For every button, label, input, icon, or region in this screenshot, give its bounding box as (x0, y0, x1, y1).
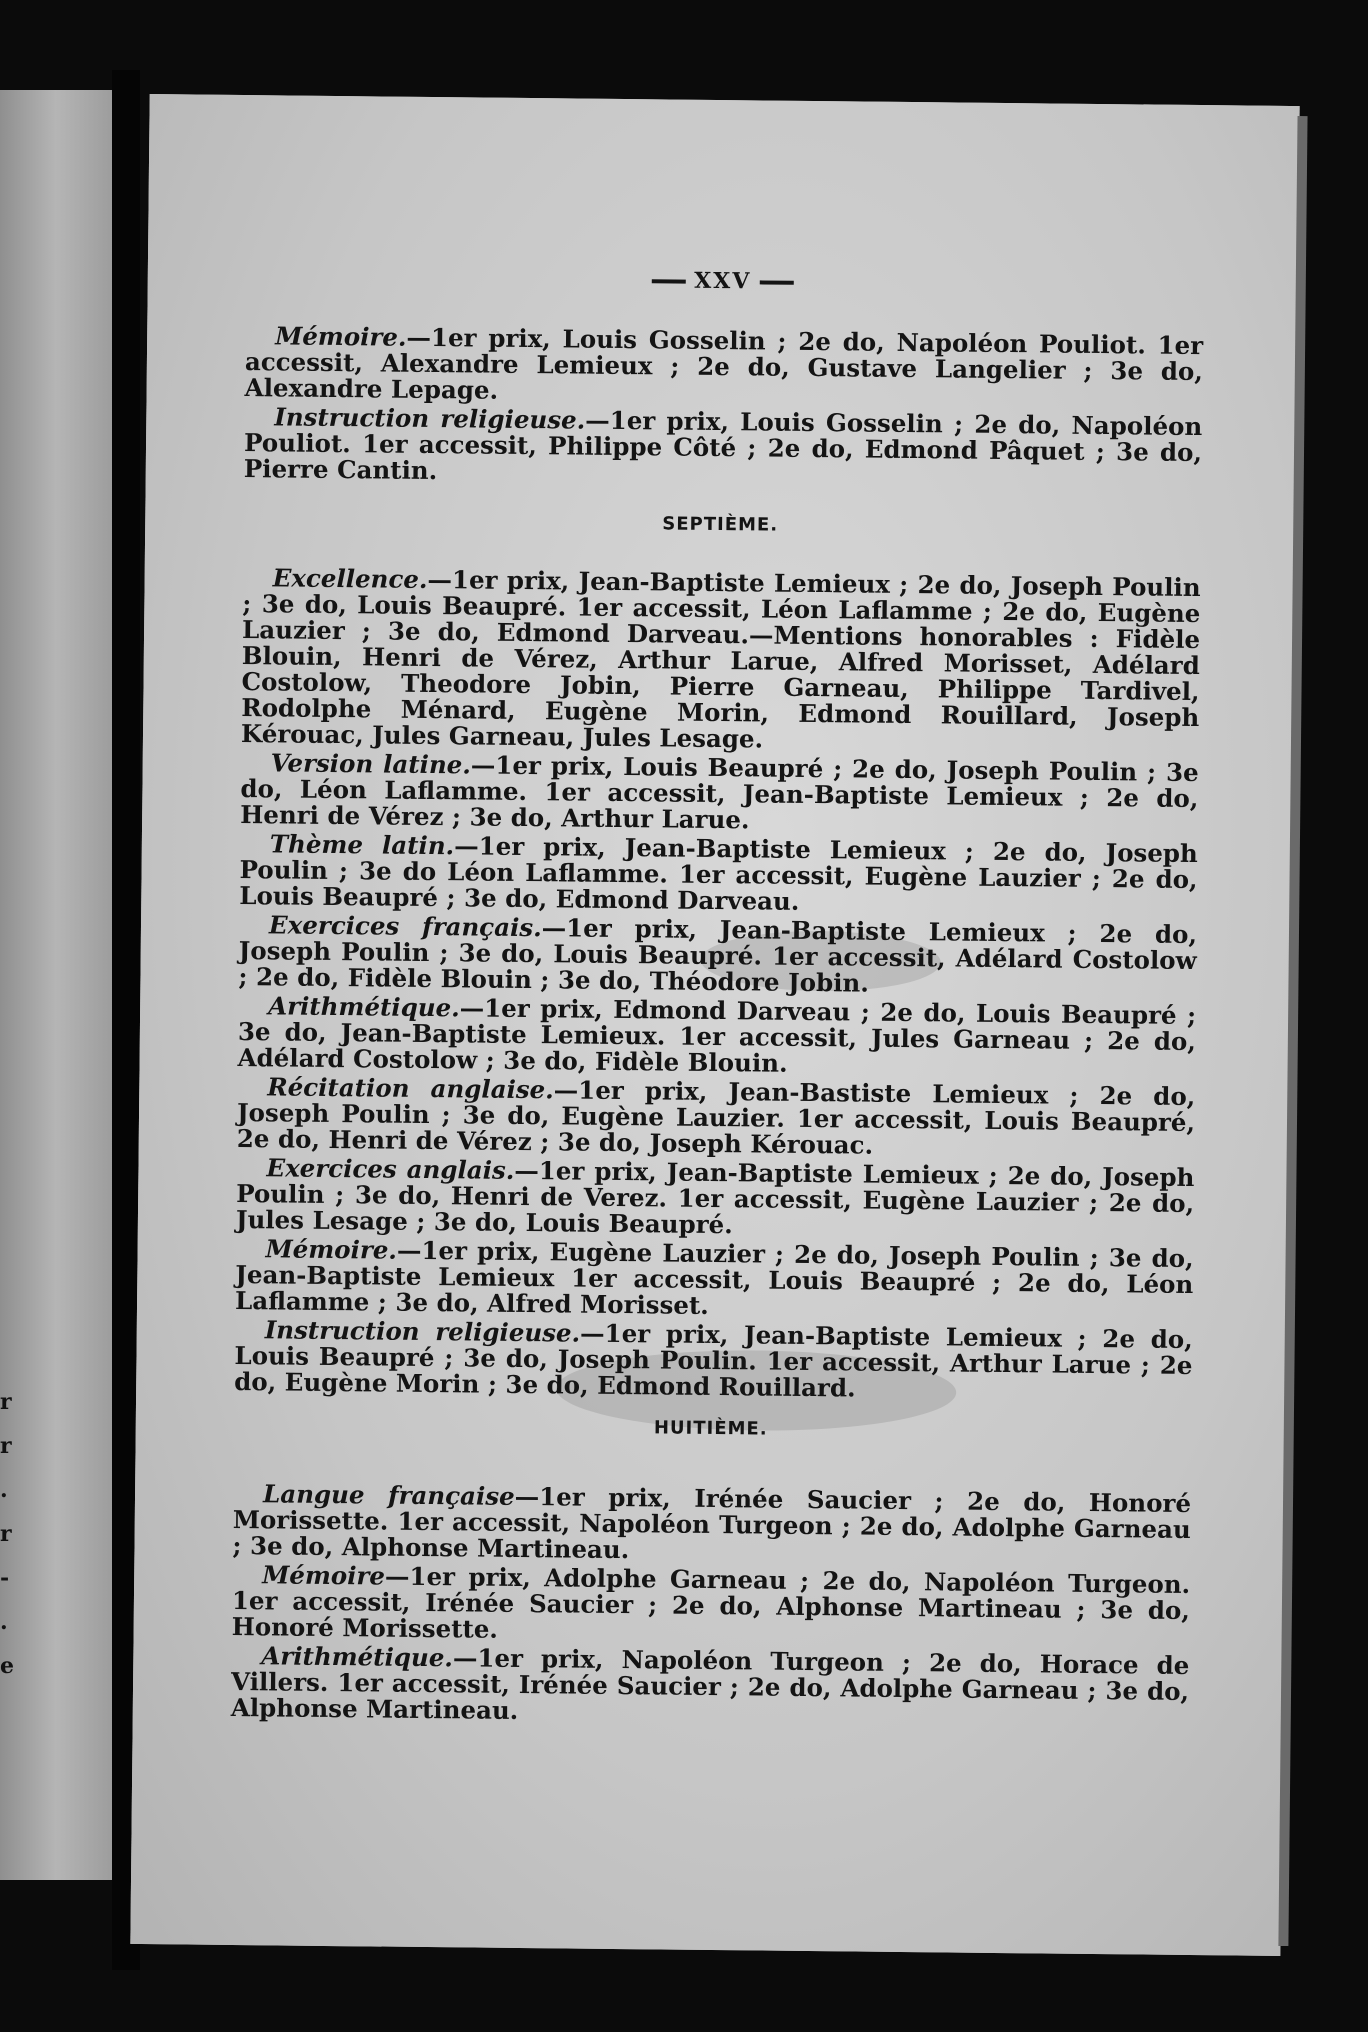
left-facing-page (0, 90, 112, 1880)
dash-left (652, 279, 686, 283)
prize-paragraph (236, 1155, 1195, 1243)
prize-paragraph (235, 1236, 1194, 1324)
prize-paragraph (245, 323, 1204, 411)
margin-char: . (0, 1477, 8, 1503)
prize-paragraph (232, 1562, 1191, 1650)
prize-paragraph (239, 831, 1198, 919)
prize-paragraph (244, 404, 1203, 492)
subject-label: Excellence. (272, 563, 428, 594)
subject-label: Arithmétique. (261, 1641, 454, 1673)
septieme-prize-block (234, 565, 1201, 1408)
page-number (148, 262, 1298, 300)
prize-text: —1er prix, Napoléon Turgeon ; 2e do, Horace de Villers. 1er accessit, Irénée Saucier ; 2e do, Adolphe Garneau ; 3e do, Alphonse Martineau. (230, 1643, 1190, 1725)
prize-text: —1er prix, Adolphe Garneau ; 2e do, Napoléon Turgeon. 1er accessit, Irénée Saucier ; 2e do, Alphonse Martineau ; 3e do, Honoré Morissette. (231, 1561, 1191, 1644)
prize-text: —1er prix, Eugène Lauzier ; 2e do, Joseph Poulin ; 3e do, Jean-Baptiste Lemieux 1er accessit, Louis Beaupré ; 2e do, Léon Laflamme ; 3e do, Alfred Morisset. (234, 1235, 1194, 1320)
subject-label: Arithmétique. (268, 991, 460, 1023)
prize-text: —1er prix, Louis Beaupré ; 2e do, Joseph Poulin ; 3e do, Léon Laflamme. 1er accessit, Jean-Baptiste Lemieux ; 2e do, Henri de Vérez ; 3e do, Arthur Larue. (240, 750, 1199, 835)
prize-paragraph (238, 912, 1197, 1000)
prize-paragraph (232, 1481, 1191, 1569)
prize-paragraph (231, 1643, 1190, 1731)
prize-text: —1er prix, Jean-Baptiste Lemieux ; 2e do, Joseph Poulin ; 3e do, Henri de Verez. 1er accessit, Eugène Lauzier ; 2e do, Jules Lesage ; 3e do, Louis Beaupré. (235, 1155, 1195, 1240)
margin-char: r (0, 1389, 12, 1415)
prize-text: —1er prix, Jean-Baptiste Lemieux ; 2e do, Louis Beaupré ; 3e do, Joseph Poulin. 1er accessit, Arthur Larue ; 2e do, Eugène Morin ; 3e do, Edmond Rouillard. (234, 1318, 1193, 1403)
document-page (130, 94, 1299, 1956)
prize-paragraph (241, 565, 1201, 757)
margin-char: r (0, 1433, 12, 1459)
prize-paragraph (234, 1317, 1193, 1405)
prize-text: —1er prix, Louis Gosselin ; 2e do, Napoléon Pouliot. 1er accessit, Philippe Côté ; 2e do, Edmond Pâquet ; 3e do, Pierre Cantin. (243, 405, 1203, 486)
subject-label: Mémoire. (265, 1234, 398, 1265)
prize-paragraph (237, 993, 1196, 1081)
page-number-text: XXV (694, 267, 752, 295)
left-margin-characters (0, 1380, 14, 1688)
subject-label: Exercices français. (268, 910, 542, 943)
top-prize-block (244, 323, 1204, 495)
prize-paragraph (237, 1074, 1196, 1162)
subject-label: Récitation anglaise. (267, 1072, 554, 1105)
section-heading-huitieme: HUITIÈME. (653, 1417, 768, 1440)
margin-char: e (0, 1653, 14, 1679)
subject-label: Instruction religieuse. (274, 402, 586, 435)
prize-paragraph (240, 750, 1199, 838)
dash-right (759, 280, 793, 284)
huitieme-prize-block (231, 1481, 1191, 1734)
margin-char: . (0, 1609, 8, 1635)
prize-text: —1er prix, Louis Gosselin ; 2e do, Napoléon Pouliot. 1er accessit, Alexandre Lemieux ; 2e do, Gustave Langelier ; 3e do, Alexandre Lepage. (244, 322, 1204, 405)
section-heading-septieme: SEPTIÈME. (662, 513, 779, 536)
subject-label: Thème latin. (269, 829, 455, 861)
prize-text: —1er prix, Jean-Baptiste Lemieux ; 2e do, Joseph Poulin ; 3e do Léon Laflamme. 1er accessit, Eugène Lauzier ; 2e do, Louis Beaupré ; 3e do, Edmond Darveau. (239, 831, 1198, 916)
subject-label: Version latine. (270, 748, 472, 780)
subject-label: Instruction religieuse. (264, 1315, 581, 1348)
page-edge-shadow (1278, 116, 1307, 1946)
margin-char: - (0, 1565, 10, 1591)
prize-text: —1er prix, Jean-Bastiste Lemieux ; 2e do, Joseph Poulin ; 3e do, Eugène Lauzier. 1er accessit, Louis Beaupré, 2e do, Henri de Vérez ; 3e do, Joseph Kérouac. (236, 1075, 1196, 1160)
subject-label: Mémoire (262, 1560, 386, 1591)
prize-text: —1er prix, Jean-Baptiste Lemieux ; 2e do, Joseph Poulin ; 3e do, Louis Beaupré. 1er accessit, Adélard Costolow ; 2e do, Fidèle Blouin ; 3e do, Théodore Jobin. (238, 913, 1198, 998)
prize-text: —1er prix, Irénée Saucier ; 2e do, Honoré Morissette. 1er accessit, Napoléon Turgeon ; 2e do, Adolphe Garneau ; 3e do, Alphonse Martineau. (232, 1481, 1192, 1565)
prize-text: —1er prix, Edmond Darveau ; 2e do, Louis Beaupré ; 3e do, Jean-Baptiste Lemieux. 1er accessit, Jules Garneau ; 2e do, Adélard Costolow ; 3e do, Fidèle Blouin. (237, 993, 1197, 1078)
margin-char: r (0, 1521, 12, 1547)
prize-text: —1er prix, Jean-Baptiste Lemieux ; 2e do, Joseph Poulin ; 3e do, Louis Beaupré. 1er accessit, Léon Laflamme ; 2e do, Eugène Lauzier ; 3e do, Edmond Darveau.—Mentions honorables : Fidèle Blouin, Henri de Vérez, Arthur Larue, Alfred Morisset, Adélard Costolow, Theodore Jobin, Pierre Garneau, Philippe Tardivel, Rodolphe Ménard, Eugène Morin, Edmond Rouillard, Joseph Kérouac, Jules Garneau, Jules Lesage. (240, 564, 1201, 754)
subject-label: Langue française (262, 1479, 515, 1511)
subject-label: Exercices anglais. (266, 1153, 515, 1185)
subject-label: Mémoire. (275, 321, 407, 352)
